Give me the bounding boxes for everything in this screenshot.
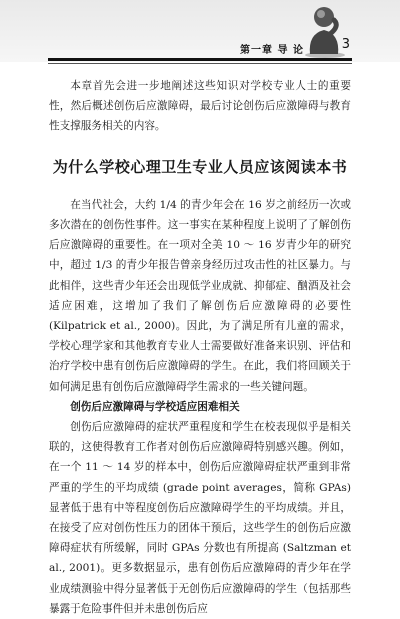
header-rule xyxy=(48,58,352,61)
section-paragraph: 在当代社会，大约 1/4 的青少年会在 16 岁之前经历一次或多次潜在的创伤性事件。这一事实在某种程度上说明了了解创伤后应激障碍的重要性。在一项对全美 10 ～ 16 岁青少年的研究中，超过 1/3 的青少年报告曾亲身经历过攻击性的社区暴力。与此相伴，这些青少年还会出现低学业成就、抑郁症、酗酒及社会适应困难，这增加了我们了解创伤后应激障碍的必要性 (Kilpatrick et al., 2000)。因此，为了满足所有儿童的需求，学校心理学家和其他教育专业人士需要做好准备来识别、评估和治疗学校中患有创伤后应激障碍的学生。在此，我们将回顾关于如何满足患有创伤后应激障碍学生需求的一些关键问题。 xyxy=(49,198,351,393)
page-body xyxy=(49,76,351,619)
intro-paragraph: 本章首先会进一步地阐述这些知识对学校专业人士的重要性，然后概述创伤后应激障碍，最后讨论创伤后应激障碍与教育性支撑服务相关的内容。 xyxy=(49,80,351,133)
subheading: 创伤后应激障碍与学校适应困难相关 xyxy=(70,400,240,413)
page-number: 3 xyxy=(341,37,350,52)
chapter-label: 第一章 导 论 xyxy=(240,45,304,56)
section-title: 为什么学校心理卫生专业人员应该阅读本书 xyxy=(52,157,348,176)
subsection-paragraph: 创伤后应激障碍的症状严重程度和学生在校表现似乎是相关联的，这使得教育工作者对创伤后应激障碍特别感兴趣。例如，在一个 11 ～ 14 岁的样本中，创伤后应激障碍症状严重到非常严重的学生的平均成绩 (grade point averages，简称 GPAs) 显著低于患有中等程度创伤后应激障碍学生的平均成绩。并且，在接受了应对创伤性压力的团体干预后，这些学生的创伤后应激障碍症状有所缓解，同时 GPAs 分数也有所提高 (Saltzman et al., 2001)。更多数据显示，患有创伤后应激障碍的青少年在学业成绩测验中得分显著低于无创伤后应激障碍的学生（包括那些暴露于危险事件但并未患创伤后应 xyxy=(49,421,351,615)
header-rule-thin xyxy=(48,63,352,64)
